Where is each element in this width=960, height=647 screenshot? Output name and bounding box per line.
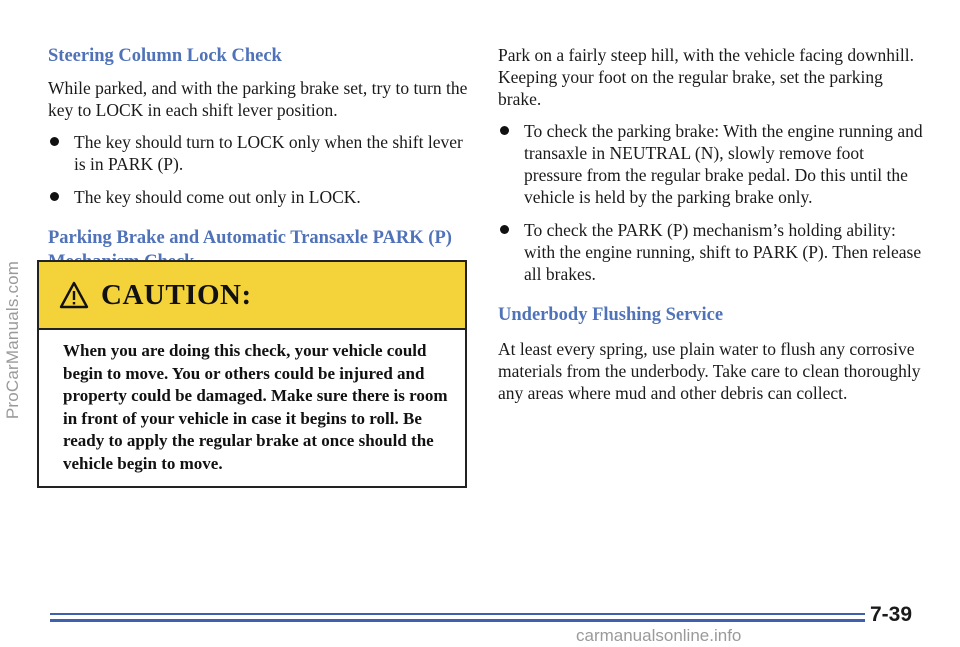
bullet-item: To check the parking brake: With the engine running and transaxle in NEUTRAL (N), slowly remove foot pressure from the regular brake pedal. Do this until the vehicle is held by the parking brake only. <box>498 120 923 208</box>
bullet-icon <box>50 192 59 201</box>
steering-lock-bullets <box>48 131 468 208</box>
left-column <box>48 44 468 274</box>
bullet-icon <box>500 126 509 135</box>
side-watermark: ProCarManuals.com <box>3 260 22 420</box>
warning-triangle-icon <box>59 281 89 309</box>
footer-rule-bottom <box>50 619 865 622</box>
bottom-watermark: carmanualsonline.info <box>576 626 742 645</box>
footer-rule-top <box>50 613 865 615</box>
caution-text: When you are doing this check, your vehicle could begin to move. You or others could be injured and property could be damaged. Make sure there is room in front of your vehicle in case it begins to roll. Be ready to apply the regular brake at once should the vehicle begin to move. <box>63 341 448 473</box>
caution-box <box>37 260 467 488</box>
underbody-heading: Underbody Flushing Service <box>498 305 724 325</box>
page-number: 7-39 <box>870 603 913 626</box>
bullet-item: To check the PARK (P) mechanism’s holding ability: with the engine running, shift to PARK (P). Then release all brakes. <box>498 219 923 285</box>
bullet-item: The key should turn to LOCK only when the shift lever is in PARK (P). <box>48 131 468 175</box>
caution-banner <box>39 262 465 330</box>
steering-lock-heading: Steering Column Lock Check <box>48 46 282 66</box>
park-hill-intro: Park on a fairly steep hill, with the vehicle facing downhill. Keeping your foot on the regular brake, set the parking brake. <box>498 45 915 109</box>
caution-title: CAUTION: <box>101 278 252 311</box>
park-check-bullets <box>498 120 923 285</box>
steering-lock-intro: While parked, and with the parking brake set, try to turn the key to LOCK in each shift lever position. <box>48 78 468 120</box>
bullet-item: The key should come out only in LOCK. <box>48 186 468 208</box>
bullet-icon <box>50 137 59 146</box>
parking-brake-heading: Parking Brake and Automatic Transaxle PARK (P) <box>48 228 452 248</box>
underbody-text: At least every spring, use plain water to flush any corrosive materials from the underbody. Take care to clean thoroughly any areas where mud and other debris can collect. <box>498 339 921 403</box>
right-column <box>498 44 923 404</box>
bullet-icon <box>500 225 509 234</box>
